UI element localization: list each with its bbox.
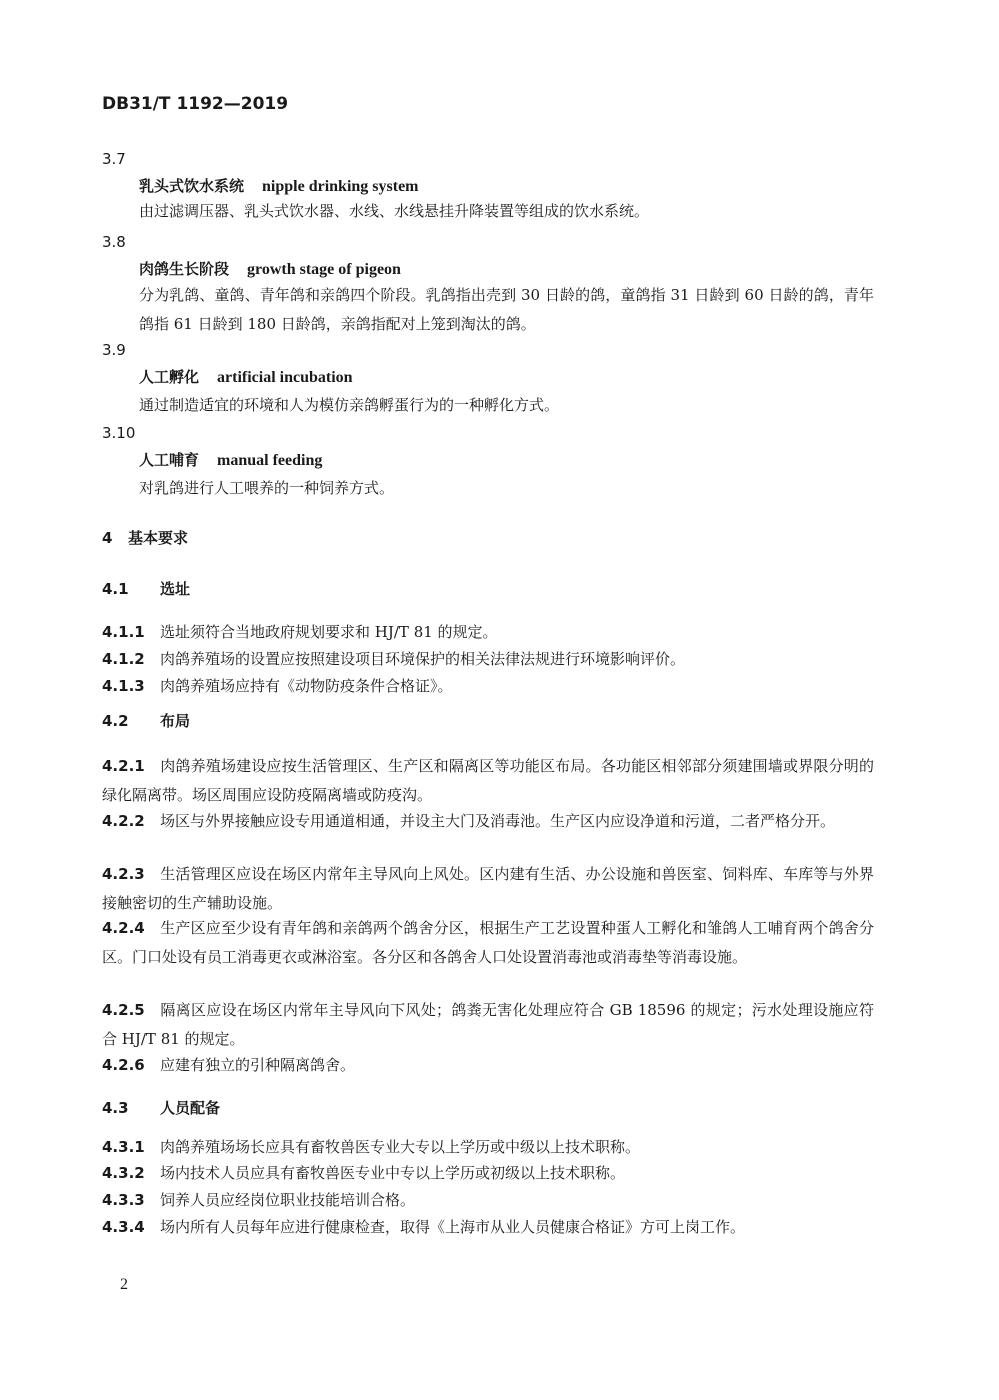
clause-text: 肉鸽养殖场的设置应按照建设项目环境保护的相关法律法规进行环境影响评价。: [160, 650, 686, 668]
clause: [102, 914, 874, 972]
clause-number: 4.3.4: [102, 1218, 145, 1236]
clause: [102, 645, 874, 674]
clause-text: 场内所有人员每年应进行健康检查，取得《上海市从业人员健康合格证》方可上岗工作。: [160, 1218, 746, 1236]
clause-text: 生产区应至少设有青年鸽和亲鸽两个鸽舍分区，根据生产工艺设置种蛋人工孵化和雏鸽人工哺育两个鸽舍分区。门口处设有员工消毒更衣或淋浴室。各分区和各鸽舍人口处设置消毒池或消毒垫等消毒设施。: [102, 919, 874, 966]
subsection-heading: [102, 1097, 220, 1118]
subsection-number: 4.2: [102, 712, 129, 730]
term-number: 3.9: [102, 341, 126, 359]
clause: [102, 672, 874, 701]
clause: [102, 1133, 874, 1162]
page-number: 2: [120, 1276, 128, 1293]
term-number: 3.7: [102, 150, 126, 168]
clause: [102, 1051, 874, 1080]
clause: [102, 1213, 874, 1242]
clause-number: 4.3.1: [102, 1138, 145, 1156]
section-title: 基本要求: [128, 529, 189, 547]
term-en: nipple drinking system: [262, 178, 419, 195]
clause-number: 4.1.3: [102, 677, 145, 695]
section-number: 4: [102, 529, 113, 547]
clause-text: 生活管理区应设在场区内常年主导风向上风处。区内建有生活、办公设施和兽医室、饲料库、车库等与外界接触密切的生产辅助设施。: [102, 865, 874, 912]
term-cn: 人工孵化: [139, 368, 200, 386]
subsection-title: 人员配备: [160, 1099, 221, 1117]
clause-number: 4.2.5: [102, 1001, 145, 1019]
clause-number: 4.2.1: [102, 757, 145, 775]
term-definition: 由过滤调压器、乳头式饮水器、水线、水线悬挂升降装置等组成的饮水系统。: [139, 202, 650, 220]
clause-number: 4.1.2: [102, 650, 145, 668]
clause: [102, 1159, 874, 1188]
clause-number: 4.3.2: [102, 1164, 145, 1182]
clause: [102, 807, 874, 836]
term-definition: 通过制造适宜的环境和人为模仿亲鸽孵蛋行为的一种孵化方式。: [139, 396, 560, 414]
term-definition: 对乳鸽进行人工喂养的一种饲养方式。: [139, 479, 395, 497]
clause-text: 饲养人员应经岗位职业技能培训合格。: [160, 1191, 416, 1209]
term-title: [139, 366, 353, 387]
clause-number: 4.1.1: [102, 623, 145, 641]
subsection-title: 选址: [160, 580, 191, 598]
clause-number: 4.3.3: [102, 1191, 145, 1209]
term-en: manual feeding: [217, 452, 323, 469]
clause-text: 选址须符合当地政府规划要求和 HJ/T 81 的规定。: [160, 623, 498, 641]
clause-number: 4.2.6: [102, 1056, 145, 1074]
term-title: [139, 258, 401, 279]
term-cn: 人工哺育: [139, 451, 200, 469]
clause: [102, 752, 874, 810]
clause-number: 4.2.4: [102, 919, 145, 937]
clause-text: 肉鸽养殖场应持有《动物防疫条件合格证》。: [160, 677, 453, 695]
term-number: 3.10: [102, 424, 136, 442]
term-definition: 分为乳鸽、童鸽、青年鸽和亲鸽四个阶段。乳鸽指出壳到 30 日龄的鸽，童鸽指 31 日龄到 60 日龄的鸽，青年鸽指 61 日龄到 180 日龄鸽，亲鸽指配对上笼到淘汰的鸽。: [139, 286, 874, 333]
term-en: growth stage of pigeon: [247, 261, 401, 278]
subsection-heading: [102, 578, 190, 599]
clause: [102, 1186, 874, 1215]
clause-text: 肉鸽养殖场场长应具有畜牧兽医专业大专以上学历或中级以上技术职称。: [160, 1138, 641, 1156]
clause-text: 场区与外界接触应设专用通道相通，并设主大门及消毒池。生产区内应设净道和污道，二者严格分开。: [160, 812, 836, 830]
clause-text: 隔离区应设在场区内常年主导风向下风处；鸽粪无害化处理应符合 GB 18596 的规定；污水处理设施应符合 HJ/T 81 的规定。: [102, 1001, 874, 1048]
section-heading: [102, 527, 188, 548]
term-number: 3.8: [102, 233, 126, 251]
clause-number: 4.2.2: [102, 812, 145, 830]
standard-code-header: DB31/T 1192—2019: [102, 94, 289, 114]
term-en: artificial incubation: [217, 369, 353, 386]
clause: [102, 996, 874, 1054]
term-title: [139, 449, 322, 470]
clause-number: 4.2.3: [102, 865, 145, 883]
subsection-title: 布局: [160, 712, 191, 730]
clause-text: 场内技术人员应具有畜牧兽医专业中专以上学历或初级以上技术职称。: [160, 1164, 626, 1182]
clause: [102, 860, 874, 918]
term-cn: 肉鸽生长阶段: [139, 260, 230, 278]
term-cn: 乳头式饮水系统: [139, 177, 245, 195]
subsection-heading: [102, 710, 190, 731]
clause: [102, 618, 874, 647]
clause-text: 肉鸽养殖场建设应按生活管理区、生产区和隔离区等功能区布局。各功能区相邻部分须建围墙或界限分明的绿化隔离带。场区周围应设防疫隔离墙或防疫沟。: [102, 757, 874, 804]
clause-text: 应建有独立的引种隔离鸽舍。: [160, 1056, 356, 1074]
subsection-number: 4.1: [102, 580, 129, 598]
subsection-number: 4.3: [102, 1099, 129, 1117]
term-title: [139, 175, 419, 196]
